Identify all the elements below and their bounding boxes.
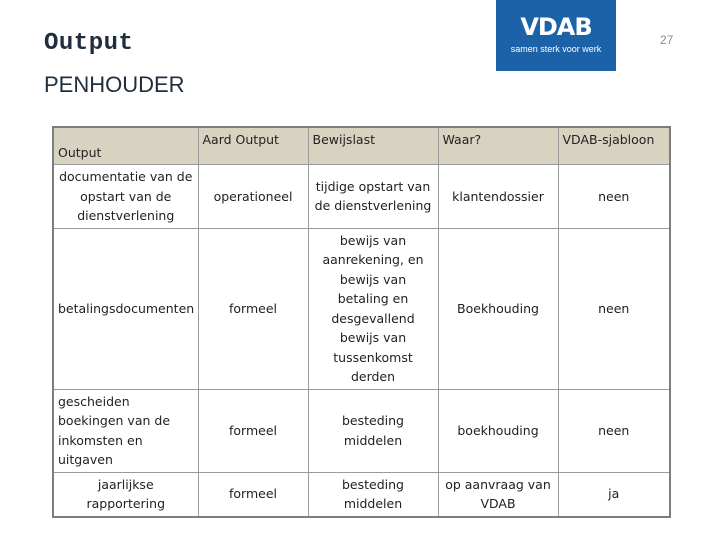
cell-waar: boekhouding (438, 389, 558, 472)
page-number: 27 (660, 33, 674, 47)
table-row (53, 228, 670, 389)
slide-title: Output (44, 30, 134, 57)
cell-bewijslast: besteding middelen (308, 389, 438, 472)
cell-bewijslast: bewijs van aanrekening, en bewijs van betaling en desgevallend bewijs van tussenkomst derden (308, 228, 438, 389)
cell-waar: op aanvraag van VDAB (438, 472, 558, 517)
table-row (53, 165, 670, 229)
header-vdab-sjabloon: VDAB-sjabloon (558, 127, 670, 165)
table-row (53, 389, 670, 472)
cell-aard-output: formeel (198, 472, 308, 517)
cell-waar: klantendossier (438, 165, 558, 229)
slide-subtitle: PENHOUDER (44, 72, 185, 97)
table-header-row (53, 127, 670, 165)
cell-output: jaarlijkse rapportering (53, 472, 198, 517)
cell-vdab-sjabloon: neen (558, 228, 670, 389)
cell-output: documentatie van de opstart van de dienstverlening (53, 165, 198, 229)
logo-tagline: samen sterk voor werk (510, 44, 602, 54)
table-row (53, 472, 670, 517)
cell-output: betalingsdocumenten (53, 228, 198, 389)
cell-output: gescheiden boekingen van de inkomsten en uitgaven (53, 389, 198, 472)
header-output: Output (53, 127, 198, 165)
cell-vdab-sjabloon: neen (558, 165, 670, 229)
header-aard-output: Aard Output (198, 127, 308, 165)
cell-aard-output: formeel (198, 228, 308, 389)
header-waar: Waar? (438, 127, 558, 165)
logo-mark: VDAB (520, 13, 592, 41)
cell-vdab-sjabloon: neen (558, 389, 670, 472)
cell-waar: Boekhouding (438, 228, 558, 389)
cell-bewijslast: besteding middelen (308, 472, 438, 517)
output-table (52, 126, 671, 518)
cell-aard-output: operationeel (198, 165, 308, 229)
cell-bewijslast: tijdige opstart van de dienstverlening (308, 165, 438, 229)
header-bewijslast: Bewijslast (308, 127, 438, 165)
vdab-logo (496, 0, 616, 71)
cell-vdab-sjabloon: ja (558, 472, 670, 517)
cell-aard-output: formeel (198, 389, 308, 472)
